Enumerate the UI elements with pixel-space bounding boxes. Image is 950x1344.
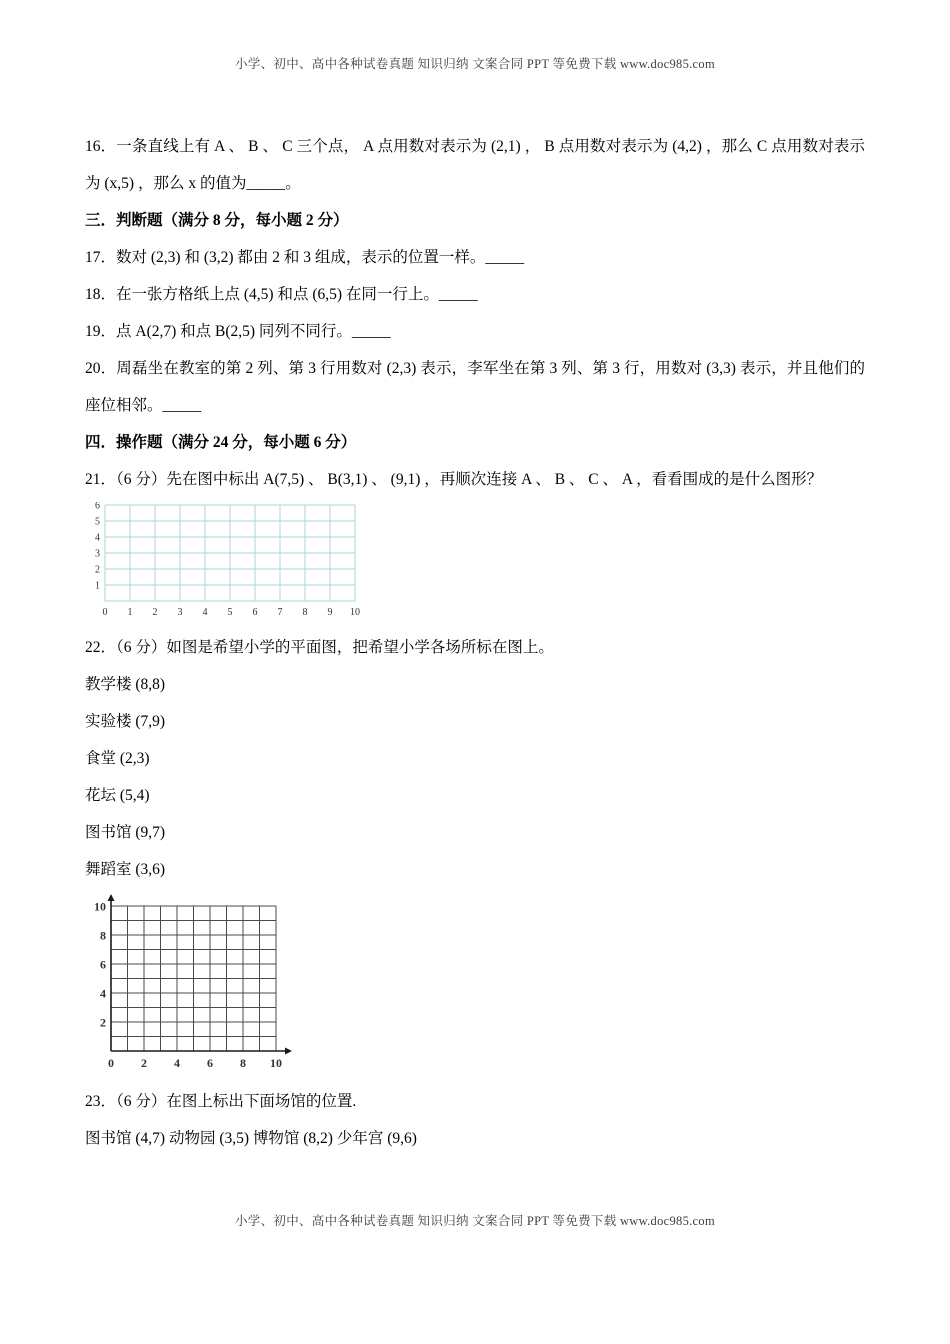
question-22-grid (91, 892, 865, 1073)
section-3-heading: 三．判断题（满分 8 分，每小题 2 分） (85, 212, 349, 229)
question-17: 17．数对 (2,3) 和 (3,2) 都由 2 和 3 组成，表示的位置一样。_____ (85, 249, 525, 266)
place-item: 图书馆 (9,7) (85, 824, 166, 841)
place-item: 实验楼 (7,9) (85, 713, 166, 730)
place-item: 教学楼 (8,8) (85, 676, 166, 693)
page-header: 小学、初中、高中各种试卷真题 知识归纳 文案合同 PPT 等免费下载 www.doc985.com (235, 57, 715, 71)
svg-text:10: 10 (270, 1056, 282, 1070)
svg-text:8: 8 (240, 1056, 246, 1070)
question-23-places: 图书馆 (4,7) 动物园 (3,5) 博物馆 (8,2) 少年宫 (9,6) (85, 1130, 417, 1147)
svg-text:9: 9 (327, 607, 333, 618)
svg-text:8: 8 (302, 607, 308, 618)
svg-text:3: 3 (177, 607, 183, 618)
svg-text:2: 2 (141, 1056, 147, 1070)
place-item: 花坛 (5,4) (85, 787, 150, 804)
svg-text:2: 2 (95, 564, 100, 576)
svg-text:6: 6 (207, 1056, 213, 1070)
question-18: 18．在一张方格纸上点 (4,5) 和点 (6,5) 在同一行上。_____ (85, 286, 478, 303)
svg-text:2: 2 (152, 607, 158, 618)
svg-text:0: 0 (108, 1056, 114, 1070)
svg-text:5: 5 (95, 516, 100, 528)
question-20: 20．周磊坐在教室的第 2 列、第 3 行用数对 (2,3) 表示，李军坐在第 3 列、第 3 行，用数对 (3,3) 表示，并且他们的座位相邻。_____ (85, 360, 865, 414)
coordinate-grid-svg (91, 502, 367, 619)
svg-text:4: 4 (95, 532, 100, 544)
svg-text:3: 3 (95, 548, 100, 560)
place-item: 舞蹈室 (3,6) (85, 861, 166, 878)
page-footer: 小学、初中、高中各种试卷真题 知识归纳 文案合同 PPT 等免费下载 www.doc985.com (235, 1214, 715, 1228)
question-22: 22．（6 分）如图是希望小学的平面图，把希望小学各场所标在图上。 (85, 639, 554, 656)
svg-text:5: 5 (227, 607, 233, 618)
coordinate-grid-svg (91, 892, 296, 1073)
place-item: 食堂 (2,3) (85, 750, 150, 767)
svg-text:4: 4 (100, 986, 106, 1001)
svg-text:6: 6 (252, 607, 258, 618)
question-21-grid (91, 502, 865, 619)
question-16: 16．一条直线上有 A 、 B 、 C 三个点， A 点用数对表示为 (2,1) ， B 点用数对表示为 (4,2) ，那么 C 点用数对表示为 (x,5) ，那么 x 的值为_____。 (85, 138, 865, 192)
svg-text:0: 0 (102, 607, 108, 618)
svg-text:2: 2 (100, 1015, 106, 1030)
question-19: 19．点 A(2,7) 和点 B(2,5) 同列不同行。_____ (85, 323, 391, 340)
svg-text:4: 4 (202, 607, 208, 618)
svg-text:10: 10 (350, 607, 360, 618)
svg-text:1: 1 (95, 580, 100, 592)
svg-text:10: 10 (94, 899, 106, 914)
question-21: 21．（6 分）先在图中标出 A(7,5) 、 B(3,1) 、 (9,1) ，再顺次连接 A 、 B 、 C 、 A ，看看围成的是什么图形？ (85, 471, 823, 488)
question-22-places (85, 666, 865, 888)
svg-text:6: 6 (100, 957, 106, 972)
section-4-heading: 四．操作题（满分 24 分，每小题 6 分） (85, 434, 357, 451)
svg-text:7: 7 (277, 607, 283, 618)
question-23: 23．（6 分）在图上标出下面场馆的位置. (85, 1093, 357, 1110)
svg-text:4: 4 (174, 1056, 180, 1070)
svg-text:6: 6 (95, 502, 100, 512)
svg-text:1: 1 (127, 607, 133, 618)
svg-text:8: 8 (100, 928, 106, 943)
